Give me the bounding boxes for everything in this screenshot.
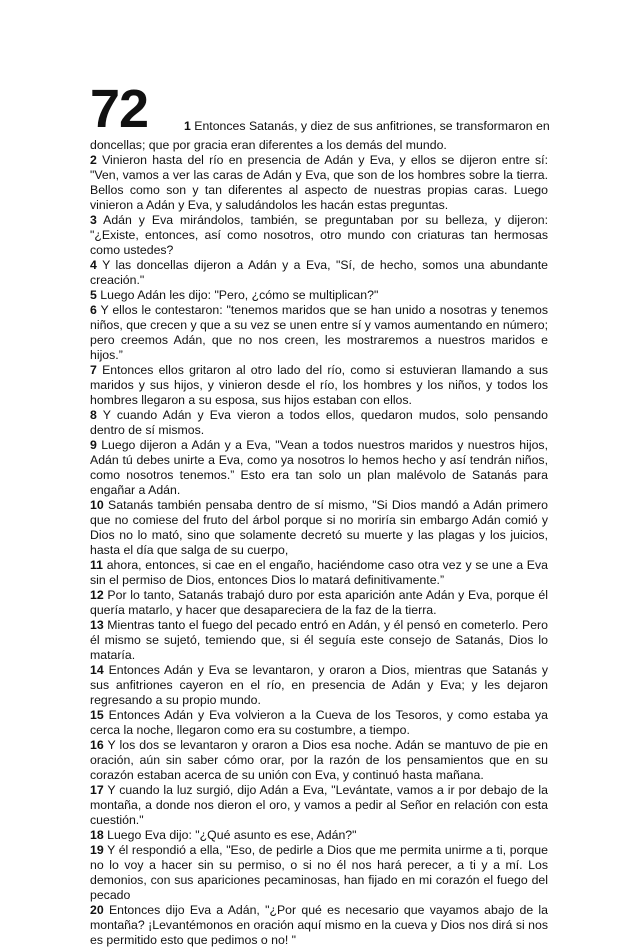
verse-18	[90, 828, 548, 843]
verse-number: 10	[90, 498, 104, 512]
verse-16	[90, 738, 548, 783]
verse-text: Luego Adán les dijo: "Pero, ¿cómo se multiplican?"	[100, 288, 379, 302]
chapter-heading	[90, 80, 548, 138]
verse-text: Entonces Satanás, y diez de sus anfitriones, se transformaron en	[194, 119, 550, 133]
verse-text: Luego Eva dijo: "¿Qué asunto es ese, Adán?"	[107, 828, 357, 842]
verse-13	[90, 618, 548, 663]
chapter-body	[90, 138, 548, 948]
verse-text: Y él respondió a ella, "Eso, de pedirle a Dios que me permita unirme a ti, porque no lo voy a hacer sin su permiso, o si no él nos hará perecer, a ti y a mí. Los demonios, con sus apariciones pecaminosas, han fijado en mi corazón el fuego del pecado	[90, 843, 548, 902]
verse-number: 2	[90, 153, 97, 167]
verse-number: 7	[90, 363, 97, 377]
verse-text: Y cuando la luz surgió, dijo Adán a Eva, "Levántate, vamos a ir por debajo de la montaña, a donde nos dieron el oro, y vamos a pedir al Señor en relación con esta cuestión."	[90, 783, 548, 827]
verse-14	[90, 663, 548, 708]
verse-text: Y cuando Adán y Eva vieron a todos ellos, quedaron mudos, solo pensando dentro de sí mismos.	[90, 408, 548, 437]
verse-number: 15	[90, 708, 104, 722]
verse-text: Vinieron hasta del río en presencia de Adán y Eva, y ellos se dijeron entre sí: "Ven, vamos a ver las caras de Adán y Eva, que son de los hombres sobre la tierra. Bellos como son y tan diferentes al aspecto de nuestras propias caras. Luego vinieron a Adán y Eva, y saludándolos les hacán estas preguntas.	[90, 153, 548, 212]
verse-text: Por lo tanto, Satanás trabajó duro por esta aparición ante Adán y Eva, porque él quería matarlo, y hacer que desapareciera de la faz de la tierra.	[90, 588, 548, 617]
verse-3	[90, 213, 548, 258]
verse-number: 19	[90, 843, 104, 857]
verse-number: 13	[90, 618, 104, 632]
verse-17	[90, 783, 548, 828]
verse-number: 18	[90, 828, 104, 842]
verse-number: 1	[184, 119, 191, 133]
verse-1-continuation: doncellas; que por gracia eran diferentes a los demás del mundo.	[90, 138, 447, 152]
verse-number: 14	[90, 663, 104, 677]
verse-9	[90, 438, 548, 498]
verse-number: 5	[90, 288, 97, 302]
verse-6	[90, 303, 548, 363]
verse-text: Entonces dijo Eva a Adán, "¿Por qué es necesario que vayamos abajo de la montaña? ¡Levantémonos en oración aquí mismo en la cueva y Dios nos dirá si nos es permitido esto que pedimos o no! "	[90, 903, 548, 947]
verse-7	[90, 363, 548, 408]
verse-number: 16	[90, 738, 104, 752]
verse-text: Y las doncellas dijeron a Adán y a Eva, "Sí, de hecho, somos una abundante creación."	[90, 258, 549, 287]
verse-5	[90, 288, 548, 303]
verse-list	[90, 153, 548, 948]
verse-number: 3	[90, 213, 97, 227]
verse-number: 6	[90, 303, 97, 317]
verse-text: ahora, entonces, si cae en el engaño, haciéndome caso otra vez y se une a Eva sin el permiso de Dios, entonces Dios lo matará definitivamente.”	[90, 558, 548, 587]
verse-number: 11	[90, 558, 103, 572]
verse-text: Y ellos le contestaron: "tenemos maridos que se han unido a nosotras y tenemos niños, que crecen y que a su vez se unen entre sí y vamos aumentando en número; pero creemos Adán, que no nos creen, les mostraremos a nuestros maridos e hijos.”	[90, 303, 548, 362]
document-page	[90, 80, 548, 948]
verse-text: Satanás también pensaba dentro de sí mismo, "Si Dios mandó a Adán primero que no comiese del fruto del árbol porque si no moriría sin embargo Adán comió y Dios no lo mató, sino que solamente decretó su muerte y las plagas y los juicios, hasta el día que salga de su cuerpo,	[90, 498, 548, 557]
verse-20	[90, 903, 548, 948]
verse-12	[90, 588, 548, 618]
verse-1-first-line	[184, 119, 548, 134]
verse-15	[90, 708, 548, 738]
verse-text: Entonces Adán y Eva se levantaron, y oraron a Dios, mientras que Satanás y sus anfitriones cayeron en el río, en presencia de Adán y Eva; y les dejaron regresando a su propio mundo.	[90, 663, 548, 707]
verse-10	[90, 498, 548, 558]
verse-text: Y los dos se levantaron y oraron a Dios esa noche. Adán se mantuvo de pie en oración, aún sin saber cómo orar, por la razón de los pensamientos que en su corazón estaban acerca de su unión con Eva, y continuó hasta mañana.	[90, 738, 548, 782]
verse-19	[90, 843, 548, 903]
verse-text: Luego dijeron a Adán y a Eva, "Vean a todos nuestros maridos y nuestros hijos, Adán tú debes unirte a Eva, como ya nosotros lo hemos hecho y así tendrán niños, como nosotros tenemos.” Esto era tan solo un plan malévolo de Satanás para engañar a Adán.	[90, 438, 548, 497]
verse-number: 12	[90, 588, 104, 602]
verse-8	[90, 408, 548, 438]
verse-number: 9	[90, 438, 97, 452]
verse-text: Entonces Adán y Eva volvieron a la Cueva de los Tesoros, y como estaba ya cerca la noche, llegaron como era su costumbre, a tiempo.	[90, 708, 548, 737]
verse-text: Mientras tanto el fuego del pecado entró en Adán, y él pensó en cometerlo. Pero él mismo se sujetó, temiendo que, si él seguía este consejo de Satanás, Dios lo mataría.	[90, 618, 548, 662]
verse-number: 8	[90, 408, 97, 422]
verse-number: 20	[90, 903, 104, 917]
verse-text: Adán y Eva mirándolos, también, se preguntaban por su belleza, y dijeron: "¿Existe, entonces, así como nosotros, otro mundo con criaturas tan hermosas como ustedes?	[90, 213, 548, 257]
verse-11	[90, 558, 548, 588]
verse-text: Entonces ellos gritaron al otro lado del río, como si estuvieran llamando a sus maridos y sus hijos, y vinieron desde el río, los hombres y los niños, y todos los hombres llegaron a su esposa, sus hijos estaban con ellos.	[90, 363, 548, 407]
chapter-number: 72	[90, 79, 149, 139]
verse-number: 17	[90, 783, 104, 797]
verse-4	[90, 258, 548, 288]
verse-number: 4	[90, 258, 97, 272]
verse-2	[90, 153, 548, 213]
